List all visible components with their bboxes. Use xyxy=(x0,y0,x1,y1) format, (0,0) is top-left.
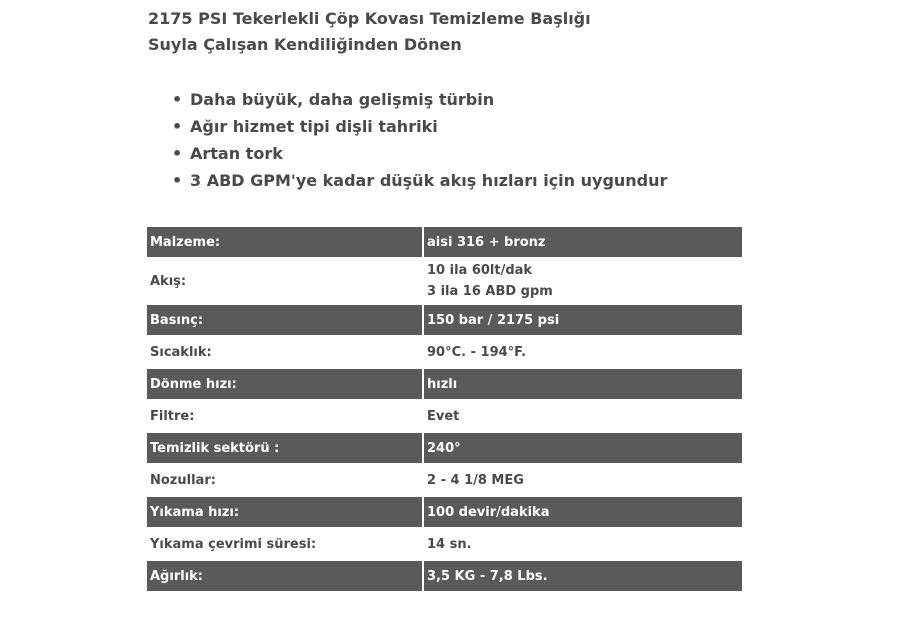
spec-label: Yıkama çevrimi süresi: xyxy=(147,529,424,559)
spec-row-cleaning-sector xyxy=(147,433,742,463)
product-title-line-2: Suyla Çalışan Kendiliğinden Dönen xyxy=(148,35,462,54)
spec-value: 2 - 4 1/8 MEG xyxy=(424,465,742,495)
spec-value xyxy=(424,259,742,303)
feature-item xyxy=(148,167,667,194)
spec-row-rotation-speed xyxy=(147,369,742,399)
spec-value: hızlı xyxy=(424,369,742,399)
spec-value: 90°C. - 194°F. xyxy=(424,337,742,367)
spec-row-flow xyxy=(147,259,742,303)
bullet-icon: • xyxy=(172,90,183,109)
spec-label: Basınç: xyxy=(147,305,424,335)
spec-label: Filtre: xyxy=(147,401,424,431)
spec-label: Yıkama hızı: xyxy=(147,497,424,527)
bullet-icon: • xyxy=(172,171,183,190)
spec-label: Dönme hızı: xyxy=(147,369,424,399)
spec-row-weight xyxy=(147,561,742,591)
spec-value-line-2: 3 ila 16 ABD gpm xyxy=(427,284,553,299)
spec-row-wash-cycle-time xyxy=(147,529,742,559)
spec-value: 100 devir/dakika xyxy=(424,497,742,527)
product-title-line-1: 2175 PSI Tekerlekli Çöp Kovası Temizleme Başlığı xyxy=(148,9,591,28)
feature-text: Ağır hizmet tipi dişli tahriki xyxy=(190,117,438,136)
spec-value-line-1: 10 ila 60lt/dak xyxy=(427,263,533,278)
bullet-icon: • xyxy=(172,144,183,163)
product-title xyxy=(148,6,768,58)
feature-item xyxy=(148,140,667,167)
spec-label: Ağırlık: xyxy=(147,561,424,591)
spec-label: Sıcaklık: xyxy=(147,337,424,367)
spec-row-nozzles xyxy=(147,465,742,495)
feature-item xyxy=(148,113,667,140)
feature-text: Daha büyük, daha gelişmiş türbin xyxy=(190,90,495,109)
spec-value: 3,5 KG - 7,8 Lbs. xyxy=(424,561,742,591)
bullet-icon: • xyxy=(172,117,183,136)
spec-row-material xyxy=(147,227,742,257)
feature-list xyxy=(148,86,667,194)
spec-value: 14 sn. xyxy=(424,529,742,559)
spec-value: 150 bar / 2175 psi xyxy=(424,305,742,335)
spec-label: Nozullar: xyxy=(147,465,424,495)
feature-text: Artan tork xyxy=(190,144,283,163)
spec-label: Akış: xyxy=(147,259,424,303)
spec-row-temperature xyxy=(147,337,742,367)
feature-item xyxy=(148,86,667,113)
spec-row-pressure xyxy=(147,305,742,335)
spec-label: Temizlik sektörü : xyxy=(147,433,424,463)
spec-table xyxy=(147,225,742,593)
feature-text: 3 ABD GPM'ye kadar düşük akış hızları için uygundur xyxy=(190,171,668,190)
spec-label: Malzeme: xyxy=(147,227,424,257)
spec-value: 240° xyxy=(424,433,742,463)
spec-row-wash-speed xyxy=(147,497,742,527)
spec-row-filter xyxy=(147,401,742,431)
spec-value: aisi 316 + bronz xyxy=(424,227,742,257)
spec-value: Evet xyxy=(424,401,742,431)
